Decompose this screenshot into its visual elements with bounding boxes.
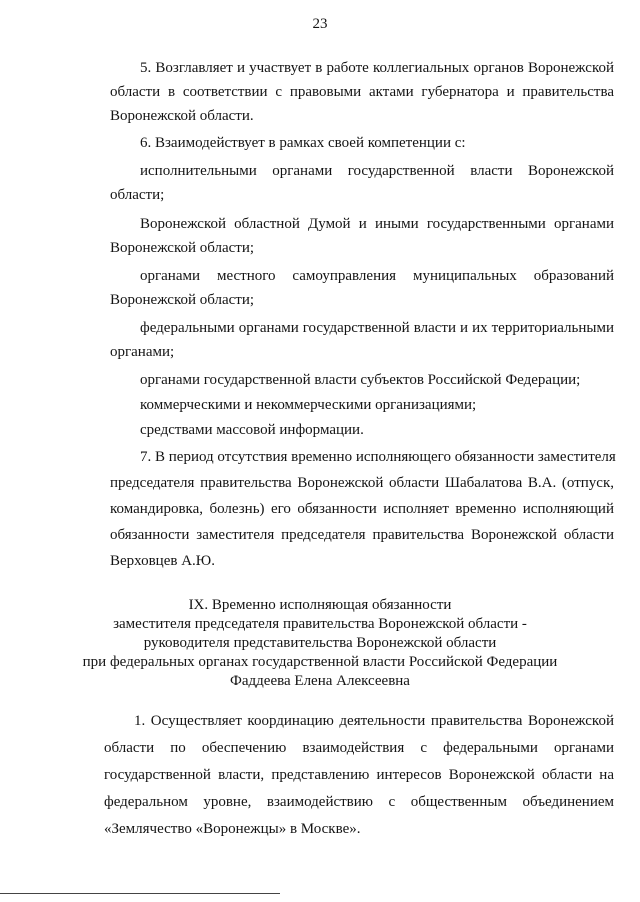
list-item-line: органами; — [110, 344, 175, 360]
paragraph-line: Верховцев А.Ю. — [110, 553, 215, 569]
list-item-line: Воронежской областной Думой и иными государственными органами — [140, 216, 614, 232]
list-item — [110, 159, 614, 207]
list-item-line: коммерческими и некоммерческими организациями; — [140, 397, 477, 413]
paragraph-item-6 — [110, 131, 614, 155]
paragraph-line: 5. Возглавляет и участвует в работе коллегиальных органов Воронежской — [140, 60, 614, 76]
list-item-line: средствами массовой информации. — [140, 422, 364, 438]
list-item — [110, 393, 614, 417]
paragraph-line: «Землячество «Воронежцы» в Москве». — [104, 821, 361, 837]
list-item — [110, 264, 614, 312]
list-item-line: Воронежской области; — [110, 292, 255, 308]
list-item-line: органами местного самоуправления муниципальных образований — [140, 268, 614, 284]
paragraph-line: федеральном уровне, взаимодействию с общественным объединением — [104, 794, 614, 810]
paragraph-line: государственной власти, представлению интересов Воронежской области на — [104, 767, 614, 783]
list-item-line: области; — [110, 187, 165, 203]
list-item-line: органами государственной власти субъектов Российской Федерации; — [140, 372, 581, 388]
section-heading-line: при федеральных органах государственной власти Российской Федерации — [82, 654, 558, 670]
footer-divider — [0, 893, 280, 894]
list-item — [110, 212, 614, 260]
list-item-line: федеральными органами государственной власти и их территориальными — [140, 320, 614, 336]
paragraph-line: 6. Взаимодействует в рамках своей компетенции с: — [140, 135, 466, 151]
section-heading-person: Фаддеева Елена Алексеевна — [230, 673, 410, 689]
list-item — [110, 418, 614, 442]
paragraph-item-7 — [110, 444, 614, 574]
paragraph-line: Воронежской области. — [110, 108, 254, 124]
paragraph-line: командировка, болезнь) его обязанности исполняет временно исполняющий — [110, 501, 614, 517]
paragraph-line: области в соответствии с правовыми актами губернатора и правительства — [110, 84, 614, 100]
list-item-line: Воронежской области; — [110, 240, 255, 256]
paragraph-item-5 — [110, 56, 614, 128]
paragraph-line: председателя правительства Воронежской области Шабалатова В.А. (отпуск, — [110, 475, 614, 491]
paragraph-line: 1. Осуществляет координацию деятельности правительства Воронежской — [134, 713, 614, 729]
section-heading-line: заместителя председателя правительства Воронежской области - — [113, 616, 527, 632]
section-heading-line: руководителя представительства Воронежской области — [143, 635, 497, 651]
list-item — [110, 368, 614, 392]
paragraph-section-ix-item-1 — [104, 708, 614, 843]
paragraph-line: обязанности заместителя председателя правительства Воронежской области — [110, 527, 614, 543]
section-heading-title: IX. Временно исполняющая обязанности — [188, 597, 452, 613]
list-item-line: исполнительными органами государственной власти Воронежской — [140, 163, 614, 179]
paragraph-line: области по обеспечению взаимодействия с федеральными органами — [104, 740, 614, 756]
paragraph-line: 7. В период отсутствия временно исполняющего обязанности заместителя — [140, 449, 616, 465]
list-item — [110, 316, 614, 364]
page-number: 23 — [312, 16, 328, 32]
section-heading — [0, 596, 640, 691]
